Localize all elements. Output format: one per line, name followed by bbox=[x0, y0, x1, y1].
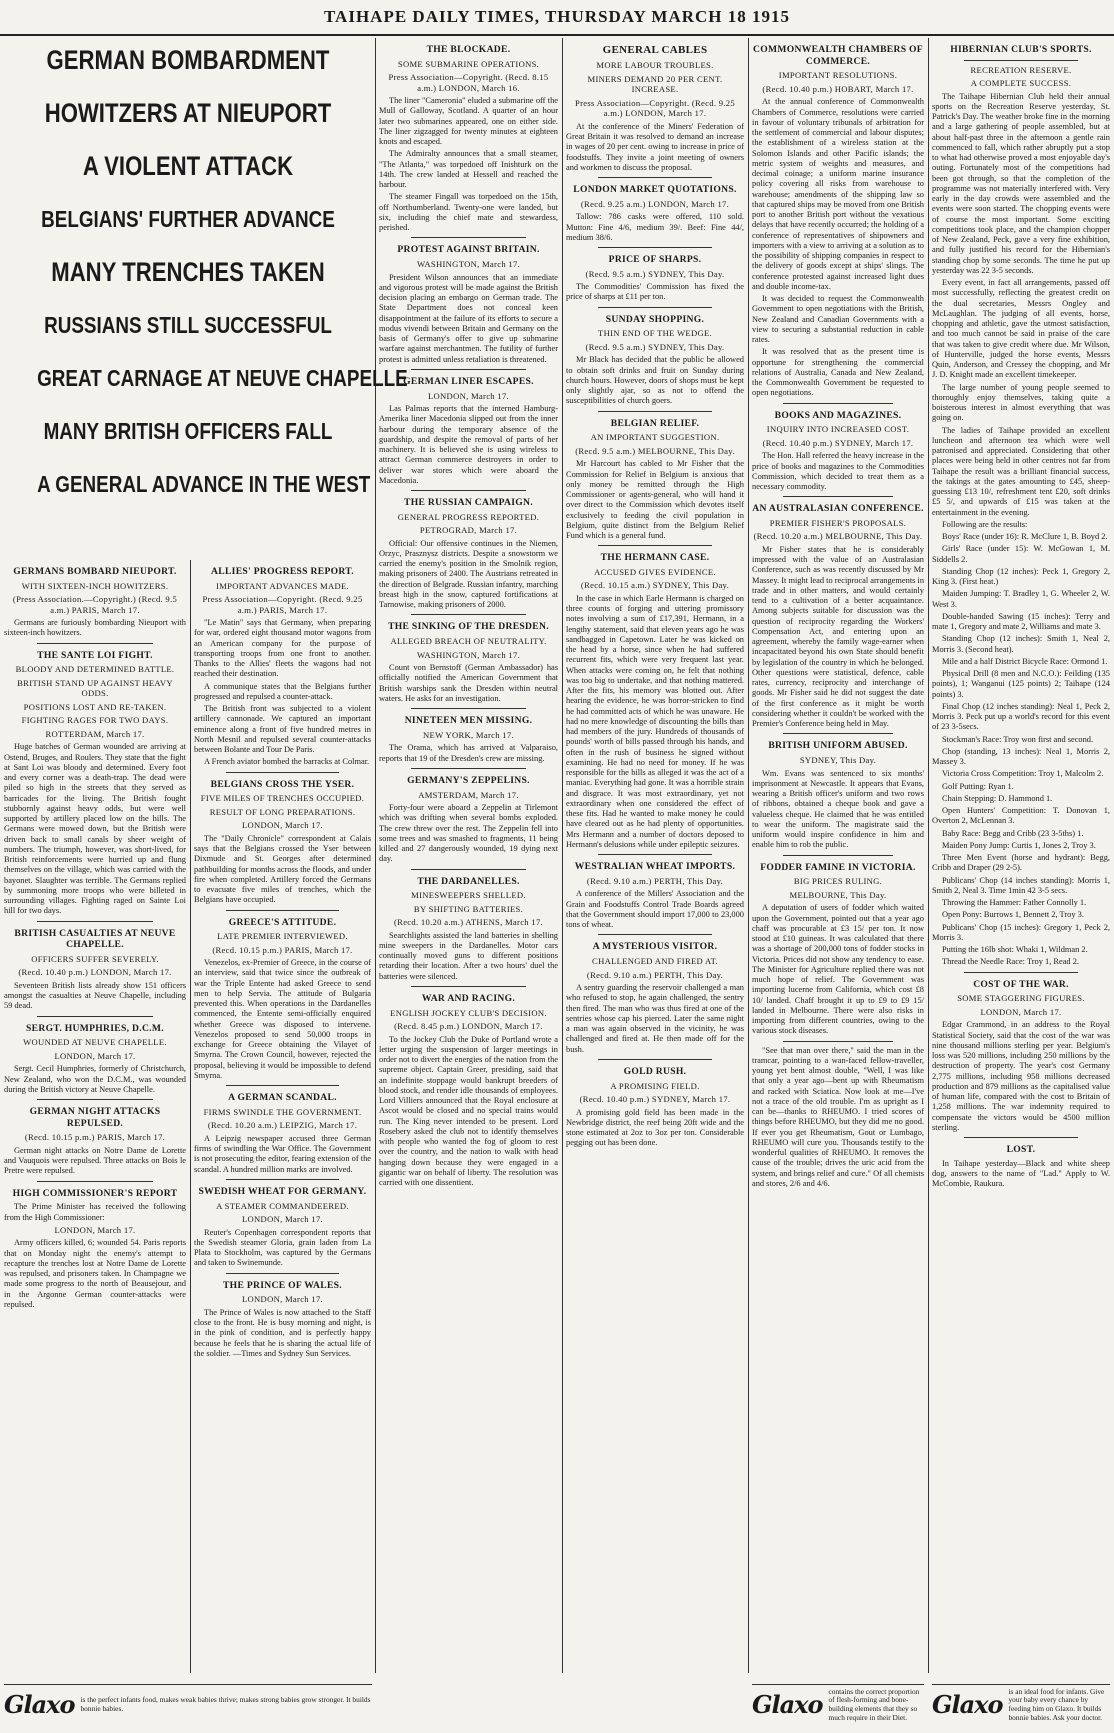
result-item: Baby Race: Begg and Cribb (23 3-5ths) 1. bbox=[942, 828, 1084, 838]
headline: MANY BRITISH OFFICERS FALL bbox=[43, 418, 333, 444]
article-meta: (Recd. 10.40 p.m.) SYDNEY, March 17. bbox=[579, 1094, 731, 1105]
result-item: Throwing the Hammer: Father Connolly 1. bbox=[942, 898, 1087, 908]
article-subtitle: A PROMISING FIELD. bbox=[610, 1080, 700, 1091]
article-title: HIGH COMMISSIONER'S REPORT bbox=[12, 1187, 178, 1199]
article-title: GERMAN LINER ESCAPES. bbox=[403, 375, 534, 387]
result-item: Mile and a half District Bicycle Race: Ormond 1. bbox=[942, 656, 1108, 666]
results-list bbox=[932, 532, 1110, 968]
article-meta: (Press Association.—Copyright.) (Recd. 9.5 a.m.) PARIS, March 17. bbox=[12, 594, 178, 615]
article-title: COMMONWEALTH CHAMBERS OF COMMERCE. bbox=[753, 44, 923, 67]
glaxo-logo: Glaxo bbox=[4, 1690, 75, 1720]
article-body: German night attacks on Notre Dame de Lorette and Vauquois were repulsed. Three attacks on Bois le Pretre were repulsed. bbox=[4, 1145, 186, 1176]
article-meta: (Recd. 9.25 a.m.) LONDON, March 17. bbox=[580, 198, 730, 209]
article-subtitle: BRITISH STAND UP AGAINST HEAVY ODDS. bbox=[17, 677, 173, 699]
article-subtitle: FIGHTING RAGES FOR TWO DAYS. bbox=[21, 715, 169, 726]
article-body: Army officers killed, 6; wounded 54. Paris reports that on Monday night the enemy's attempt to recapture the trenches lost at Notre Dame de Lorette was repulsed, and prisoners taken. In Champagne we made some progress to the north of Beausejour, and in the Argonne German counter-attacks were repulsed. bbox=[4, 1238, 186, 1309]
article-title: GERMANY'S ZEPPELINS. bbox=[407, 774, 530, 786]
article-meta: (Recd. 10.15 p.m.) PARIS, March 17. bbox=[212, 944, 353, 955]
article-body: The Prime Minister has received the following from the High Commissioner: bbox=[4, 1202, 186, 1222]
article-body: "Le Matin" says that Germany, when preparing for war, ordered eight thousand motor wagons from an American company for the purpose of transporting troops from one front to another. Thanks to the Allies' fleets the wagons had not reached their destination. bbox=[194, 618, 371, 679]
article-meta: LONDON, March 17. bbox=[242, 1214, 323, 1225]
article-subtitle: CHALLENGED AND FIRED AT. bbox=[592, 956, 718, 967]
article-meta: PETROGRAD, March 17. bbox=[419, 525, 518, 536]
article-meta: MELBOURNE, This Day. bbox=[789, 889, 887, 900]
headline: RUSSIANS STILL SUCCESSFUL bbox=[44, 312, 332, 338]
result-item: Three Men Event (horse and hydrant): Begg, Cribb and Draper (29 2-5). bbox=[932, 853, 1110, 873]
article-title: BELGIANS CROSS THE YSER. bbox=[210, 778, 355, 790]
article-subtitle: MINESWEEPERS SHELLED. bbox=[411, 890, 526, 901]
article-meta: (Recd. 10.15 a.m.) SYDNEY, This Day. bbox=[580, 580, 730, 591]
article-body: A French aviator bombed the barracks at Colmar. bbox=[204, 757, 370, 767]
article-subtitle: A COMPLETE SUCCESS. bbox=[970, 78, 1072, 89]
article-subtitle: GENERAL PROGRESS REPORTED. bbox=[397, 511, 540, 522]
headline-block bbox=[4, 44, 408, 521]
headline: GREAT CARNAGE AT NEUVE CHAPELLE bbox=[37, 365, 408, 391]
article-meta: Press Association—Copyright. (Recd. 9.25 a.m.) PARIS, March 17. bbox=[202, 594, 363, 615]
article-body: Every event, in fact all arrangements, passed off most successfully, reflecting the greatest credit on the dual secretaries, Messrs Ongley and McLaughlan. The judging of all events, horse, chopping and athletic, gave the utmost satisfaction, and too much cannot be said in praise of the care that was taken to give credit where due. Mr Wilson, of Hunterville, judged the horse events, Messrs Quin, Anderson, and Cressey the chopping, and Mr J. D. Knight made an excellent timekeeper. bbox=[932, 278, 1110, 380]
article-subtitle: A STEAMER COMMANDEERED. bbox=[216, 1200, 349, 1211]
article-subtitle: WOUNDED AT NEUVE CHAPELLE. bbox=[23, 1037, 167, 1048]
article-meta: (Recd. 10.15 p.m.) PARIS, March 17. bbox=[24, 1132, 166, 1143]
article-body: Wm. Evans was sentenced to six months' imprisonment at Newcastle. It appears that Evans, wearing a British officer's uniform and two rows of ribbons, obtained a cheque book and gave a valueless cheque. He claimed that he was entitled to wear the uniform. The magistrate said the uniform would inspire confidence in him and enable him to rob the public. bbox=[752, 768, 924, 850]
masthead: TAIHAPE DAILY TIMES, THURSDAY MARCH 18 1915 bbox=[0, 0, 1114, 36]
advertisement-text: contains the correct proportion of flesh-forming and bone-building elements that they so much require in their Diet. bbox=[828, 1686, 920, 1722]
article-subtitle: ENGLISH JOCKEY CLUB'S DECISION. bbox=[390, 1007, 547, 1018]
result-item: Stockman's Race: Troy won first and second. bbox=[942, 734, 1094, 744]
article-meta: LONDON, March 17. bbox=[242, 1294, 323, 1305]
article-body: A sentry guarding the reservoir challenged a man who refused to stop, he again challenged, the sentry then fired. The man who was thus fired at one of the sentries whose cap his pierced. Later the same night a man was again observed in the vicinity, he was challenged and fired at. He then made off for the bush. bbox=[566, 983, 744, 1054]
result-item: Open Pony: Burrows 1, Bennett 2, Troy 3. bbox=[942, 910, 1084, 920]
article-title: BRITISH UNIFORM ABUSED. bbox=[768, 740, 908, 752]
article-meta: AMSTERDAM, March 17. bbox=[418, 789, 519, 800]
article-body: To the Jockey Club the Duke of Portland wrote a letter urging the suspension of larger meetings in order not to divert the energies of the nation from the supreme object. Captain Greer, presiding, said that an indefinite stoppage would bankrupt breeders of blood stock, and render idle thousands of employees. Lord Villiers announced that the Royal enclosure at Ascot would be closed and no special trains would run. The King never intended to be present. Lord Rosebery asked the club not to identify themselves with people who wanted the fog of gloom to rest over the country, and the nation to walk with head hanging down because they were engaged in a gigantic war on behalf of liberty. The resolution was carried with one dissentient. bbox=[379, 1034, 558, 1188]
article-title: THE PRINCE OF WALES. bbox=[222, 1279, 343, 1291]
article-body: The Taihape Hibernian Club held their annual sports on the Recreation Reserve yesterday, St. Patrick's Day. The weather broke fine in the morning and a large gathering of people assembled, but at about half-past three in the afternoon a gentle rain commenced to fall, which rather abruptly put a stop to what had otherwise proved a most enjoyable day's outing. Fortunately most of the competitions had been got through, so that the completion of the programme was not materially interfered with. Very early in the day crowds were assembled and the events were soon started. The chopping events were of course the most important. Some exciting competitions took place, and the champion chopper of New Zealand, Peck, gave a very fine exhibition, and fully justified his record for the Hibernian's standing chop by some seconds. The time he put up yesterday was 22 3-5 seconds. bbox=[932, 91, 1110, 275]
article-meta: (Recd. 9.5 a.m.) MELBOURNE, This Day. bbox=[575, 445, 735, 456]
article-meta: SYDNEY, This Day. bbox=[799, 755, 877, 766]
article-body: The Hon. Hall referred the heavy increase in the price of books and magazines to the Commodities Commission, which decided to treat them as a necessary commodity. bbox=[752, 451, 924, 492]
article-meta: NEW YORK, March 17. bbox=[423, 729, 514, 740]
article-subtitle: PREMIER FISHER'S PROPOSALS. bbox=[769, 518, 907, 528]
article-meta: (Recd. 9.10 a.m.) PERTH, This Day. bbox=[586, 969, 724, 980]
article-body: The Commodities' Commission has fixed the price of sharps at £11 per ton. bbox=[566, 282, 744, 302]
glaxo-advertisement bbox=[4, 1684, 372, 1725]
advertisement-text: is the perfect infants food, makes weak babies thrive; makes strong babies grow stronger. It builds bonnie babies. bbox=[80, 1695, 371, 1713]
article-title: GREECE'S ATTITUDE. bbox=[228, 916, 337, 928]
headline: HOWITZERS AT NIEUPORT bbox=[44, 98, 332, 128]
result-item: Maiden Jumping: T. Bradley 1, G. Wheeler 2, W. West 3. bbox=[932, 589, 1110, 609]
article-subtitle: RESULT OF LONG PREPARATIONS. bbox=[209, 806, 356, 817]
column-3 bbox=[375, 38, 562, 1673]
article-body: Seventeen British lists already show 151 officers amongst the casualties at Neuve Chapelle, including 59 dead. bbox=[4, 980, 186, 1011]
article-body: At the conference of the Miners' Federation of Great Britain it was resolved to demand an increase in wages of 20 per cent. owing to increase in price of foodstuffs. They invite a joint meeting of owners and workmen to discuss the proposal. bbox=[566, 121, 744, 172]
article-title: A MYSTERIOUS VISITOR. bbox=[592, 941, 718, 953]
article-title: GOLD RUSH. bbox=[623, 1065, 687, 1077]
article-subtitle: SOME STAGGERING FIGURES. bbox=[957, 993, 1085, 1004]
article-meta: (Recd. 10.20 a.m.) MELBOURNE, This Day. bbox=[753, 531, 923, 542]
article-subtitle: IMPORTANT RESOLUTIONS. bbox=[778, 70, 898, 81]
article-meta: Press Association—Copyright. (Recd. 8.15 a.m.) LONDON, March 16. bbox=[388, 72, 549, 93]
article-subtitle: IMPORTANT ADVANCES MADE. bbox=[216, 580, 349, 591]
glaxo-logo: Glaxo bbox=[752, 1690, 823, 1720]
article-subtitle: THIN END OF THE WEDGE. bbox=[598, 328, 712, 339]
article-body: Official: Our offensive continues in the Niemen, Orzyc, Prasznysz districts. Despite a snowstorm we carried the enemy's position in the Smolnik region, making prisoners of 2400. The Austrians retreated in the direction of Belgrade. Russian infantry, marching breast high in the snow, captured fortifications at Tarnowise, making prisoners of 2000. bbox=[379, 538, 558, 610]
article-body: Count von Bernstoff (German Ambassador) has officially notified the American Government that British warships sank the Dresden within neutral waters. He asks for an investigation. bbox=[379, 663, 558, 703]
article-body: Mr Harcourt has cabled to Mr Fisher that the Commission for Relief in Belgium is anxious that only money be remitted through the High Commissioner or agents-general, who will hand it over direct to the Commission which devotes itself exclusively to feeding the civil population in Belgium, quite distinct from the Belgium Relief Fund which is a general fund. bbox=[566, 459, 744, 541]
column-1 bbox=[0, 560, 190, 1673]
article-subtitle: RECREATION RESERVE. bbox=[970, 64, 1072, 75]
article-meta: LONDON, March 17. bbox=[980, 1006, 1062, 1017]
article-body: Mr Black has decided that the public be allowed to obtain soft drinks and fruit on Sunday during church hours. However, doors of shops must be kept only slightly ajar, so as not to offend the susceptibilities of church goers. bbox=[566, 355, 744, 406]
article-meta: LONDON, March 17. bbox=[428, 390, 509, 401]
glaxo-advertisement bbox=[752, 1684, 924, 1725]
article-title: FODDER FAMINE IN VICTORIA. bbox=[760, 861, 916, 873]
column-2 bbox=[190, 560, 375, 1673]
result-item: Physical Drill (8 men and N.C.O.): Feilding (135 points), 1; Wanganui (125 points) 2; Taihape (124 points) 3. bbox=[932, 669, 1110, 699]
headline: BELGIANS' FURTHER ADVANCE bbox=[41, 206, 335, 232]
article-title: THE SANTE LOI FIGHT. bbox=[37, 649, 153, 661]
article-body: The ladies of Taihape provided an excellent luncheon and afternoon tea which were well patronised and appreciated. Considering that other places were being held in other centres not far from Taihape the result was a brilliant financial success, the takings at the gates amounting to £45, sheep-guessing £13 10/, refreshment tent £20, soft drinks £5 5/, and upwards of £15 was taken at the entertainment in the evening. bbox=[932, 425, 1110, 517]
article-body: A deputation of users of fodder which waited upon the Government, pointed out that a year ago chaff was procurable at £3 15/ per ton. It now stood at £10 guineas. It was calculated that there was a shortage of 200,000 tons of fodder stocks in Victoria. Prices did not show any tendency to ease. The Minister for Agriculture replied there was not much hope of relief. The Government was importing lucerne from California, which cost £8 10/ landed. Chaff brought it up to £9 to £9 15/ landed in Melbourne. There were also risks in importing from different countries, owing to the various stock diseases. bbox=[752, 903, 924, 1036]
article-body: Huge batches of German wounded are arriving at Ostend, Bruges, and Roulers. They state that the fight at Sant Loi was bloody and determined. Every foot and every corner was a death-trap. The dead were piled so high in the streets that they served as barricades for the living. The British fought stubbornly against heavy odds, but were well supported by artillery placed low on the hills. The Germans were mowed down, but the British were driven back to small canals by sheer weight of numbers. The triumph, however, was short-lived, for British reinforcements were hurried up and flung themselves on the village, which was carried with the bayonet. Slaughter was terrible. The Germans replied by summoning more troops who were billeted in surrounding villages. Fighting raged on Sainte Loi hill for two days. bbox=[4, 742, 186, 916]
article-body: A communique states that the Belgians further progressed and repulsed a counter-attack. bbox=[194, 681, 371, 701]
article-subtitle: BIG PRICES RULING. bbox=[793, 876, 883, 887]
article-body: It was decided to request the Commonwealth Government to open negotiations with the British, New Zealand and Canadian Governments with a view to securing a substantial reduction in cable rates. bbox=[752, 294, 924, 345]
result-item: Standing Chop (12 inches): Smith 1, Neal 2, Morris 3. (Second heat). bbox=[932, 634, 1110, 654]
result-item: Publicans' Chop (14 inches standing): Morris 1, Smith 2, Neal 3. Time 1min 42 3-5 secs. bbox=[932, 875, 1110, 895]
glaxo-logo: Glaxo bbox=[932, 1690, 1003, 1720]
article-subtitle: OFFICERS SUFFER SEVERELY. bbox=[31, 953, 159, 964]
article-body: It was resolved that as the present time is opportune for strengthening the commercial relations of Australia, Canada and New Zealand, the Commonwealth Government be requested to open negotiations. bbox=[752, 347, 924, 398]
article-title: THE HERMANN CASE. bbox=[600, 552, 710, 564]
article-meta: WASHINGTON, March 17. bbox=[416, 649, 521, 660]
article-body: President Wilson announces that an immediate and vigorous protest will be made against the British decision placing an embargo on German trade. The State Department does not conceal keen disappointment at the failure of its efforts to secure a modus vivendi between Britain and Germany on the basis of Germany's offer to give up submarine warfare against merchantmen. The futility of further protest is admitted unless retaliation is threatened. bbox=[379, 272, 558, 364]
result-item: Final Chop (12 inches standing): Neal 1, Peck 2, Morris 3. Peck put up a world's record for this event of 23 3-5secs. bbox=[932, 701, 1110, 732]
article-title: WAR AND RACING. bbox=[421, 992, 516, 1004]
article-body: Tallow: 786 casks were offered, 110 sold. Mutton: Fine 4/6, medium 39/. Beef: Fine 44/, medium 38/6. bbox=[566, 212, 744, 242]
result-item: Boys' Race (under 16): R. McClure 1, B. Boyd 2. bbox=[942, 532, 1108, 542]
article-body: Edgar Crammond, in an address to the Royal Statistical Society, said that the cost of the war was nine thousand millions sterling per year. Belgium's loss was 520 millions, including 250 millions by the destruction of property. The year's cost Germany 2,775 millions, including 958 millions decreased production and 879 millions as the capitalised value of human life, compared with the cost to Britain of 1,258 millions. The war indemnity required to compensate the victors would be 4500 million sterling. bbox=[932, 1020, 1110, 1132]
article-subtitle: FIVE MILES OF TRENCHES OCCUPIED. bbox=[200, 793, 365, 804]
article-body: Following are the results: bbox=[942, 519, 1028, 529]
article-meta: (Recd. 8.45 p.m.) LONDON, March 17. bbox=[394, 1021, 543, 1032]
article-meta: LONDON, March 17. bbox=[54, 1224, 136, 1235]
article-title: SWEDISH WHEAT FOR GERMANY. bbox=[198, 1185, 367, 1197]
article-subtitle: MORE LABOUR TROUBLES. bbox=[596, 60, 714, 71]
advertisement-text: is an ideal food for infants. Give your baby every chance by feeding him on Glaxo. It builds bonnie babies. Ask your doctor. bbox=[1008, 1686, 1105, 1722]
article-title: THE RUSSIAN CAMPAIGN. bbox=[404, 497, 533, 509]
article-subtitle: INQUIRY INTO INCREASED COST. bbox=[766, 424, 910, 435]
article-body: The Prince of Wales is now attached to the Staff close to the front. He is busy morning and night, is in the pink of condition, and is perfectly happy because he feels that he is sharing the actual life of the soldier. —Times and Sydney Sun Services. bbox=[194, 1307, 371, 1358]
article-meta: (Recd. 10.40 p.m.) LONDON, March 17. bbox=[18, 967, 172, 978]
column-5 bbox=[748, 38, 928, 1673]
article-body: Reuter's Copenhagen correspondent reports that the Swedish steamer Gloria, grain laden from La Plata to Stockholm, was captured by the Germans and taken to Swinemunde. bbox=[194, 1227, 371, 1268]
article-subtitle: WITH SIXTEEN-INCH HOWITZERS. bbox=[21, 580, 169, 591]
article-body: The Orama, which has arrived at Valparaiso, reports that 19 of the Dresden's crew are missing. bbox=[379, 743, 558, 763]
article-title: HIBERNIAN CLUB'S SPORTS. bbox=[950, 44, 1092, 55]
article-title: LOST. bbox=[1006, 1144, 1036, 1156]
article-body: Forty-four were aboard a Zeppelin at Tirlemont which was drifting when several bombs exploded. The crew threw over the rest. The Zeppelin fell into some trees and was smashed to fragments, 11 being killed and 27 dangerously wounded, 19 dying next day. bbox=[379, 803, 558, 864]
article-subtitle: SOME SUBMARINE OPERATIONS. bbox=[397, 58, 540, 69]
headline: MANY TRENCHES TAKEN bbox=[51, 257, 325, 287]
article-subtitle: BLOODY AND DETERMINED BATTLE. bbox=[15, 664, 175, 675]
result-item: Standing Chop (12 inches): Peck 1, Gregory 2, King 3. (First heat.) bbox=[932, 566, 1110, 587]
result-item: Double-handed Sawing (15 inches): Terry and mate 1, Gregory and mate 2, Williams and mate 3. bbox=[932, 611, 1110, 632]
article-title: SUNDAY SHOPPING. bbox=[605, 313, 705, 325]
article-body: A conference of the Millers' Association and the Grain and Foodstuffs Control Trade Boards agreed that the Government should import 17,000 to 23,000 tons of wheat. bbox=[566, 889, 744, 930]
article-title: AN AUSTRALASIAN CONFERENCE. bbox=[752, 503, 924, 515]
article-body: A promising gold field has been made in the Newbridge district, the reef being 20ft wide and the stone estimated at 2oz to 3oz per ton. Considerable pegging out has been done. bbox=[566, 1107, 744, 1148]
article-title: GERMAN NIGHT ATTACKS REPULSED. bbox=[29, 1106, 161, 1129]
article-body: Germans are furiously bombarding Nieuport with sixteen-inch howitzers. bbox=[4, 618, 186, 638]
result-item: Open Hunters' Competition: T. Donovan 1, Overton 2, McLennan 3. bbox=[932, 806, 1110, 826]
article-title: LONDON MARKET QUOTATIONS. bbox=[573, 184, 737, 196]
article-body: At the annual conference of Commonwealth Chambers of Commerce, resolutions were carried in favour of voluntary tribunals of arbitration for the settlement of commercial and labour disputes; the establishment of a wireless station at the Solomon Islands and other Pacific islands; the metric system of weights and measures, and decimal coinage; a uniform marine insurance policy covering all risks from warehouse to warehouse; amendments of the shipping law so that captured ships may be moved from one British port to another British port without the vexatious delays that have recently occurred; the holding of a conference of representatives of shipowners and importers with a view to arriving at a solution as to the possibility of shipping companies in respect to the delivery of goods except at ships' slings. The conference protested against increased light dues and double income-tax. bbox=[752, 97, 924, 291]
article-body: The British front was subjected to a violent artillery cannonade. We captured an important eminence along a front of five hundred metres in North Mesnil and repulsed several counter-attacks between Bolante and Tour De Paris. bbox=[194, 704, 371, 755]
article-title: NINETEEN MEN MISSING. bbox=[404, 715, 533, 727]
article-meta: (Recd. 10.20 a.m.) LEIPZIG, March 17. bbox=[207, 1120, 358, 1131]
article-title: A GERMAN SCANDAL. bbox=[228, 1092, 337, 1104]
result-item: Chop (standing, 13 inches): Neal 1, Morris 2, Massey 3. bbox=[932, 746, 1110, 767]
article-title: THE BLOCKADE. bbox=[426, 44, 511, 55]
article-meta: (Recd. 10.20 a.m.) ATHENS, March 17. bbox=[394, 917, 543, 928]
article-meta: (Recd. 9.5 a.m.) SYDNEY, This Day. bbox=[585, 341, 725, 352]
advertisement-text: "See that man over there," said the man in the tramcar, pointing to a wan-faced fellow-traveller, young yet bent almost double, "Well, I was like that only a year ago—bent up with Rheumatism and racked with Sciatica. Now look at me—I've not a trace of the old trouble. I'm as upright as I can be—thanks to RHEUMO. I tried scores of things before RHEUMO, but they did me no good. If ever you get Rheumatism, Gout or Lumbago, RHEUMO will cure you. Thousands testify to the wonderful qualities of RHEUMO. It removes the cause of the trouble; drives the uric acid from the system, and brings relief and cure." Of all chemists and stores, 2/6 and 4/6. bbox=[752, 1045, 924, 1188]
article-body: Mr Fisher states that he is considerably impressed with the value of an Australasian Conference, such as was recently discussed by Mr Massey. It might lead to reciprocal arrangements in trade and in other matters, and would certainly tend to a cultivation of a better acquaintance. Among subjects suitable for discussion was the question of reciprocity regarding the Workers' Compensation Act, and entering upon an agreement, whereby the family wage-earner when incapacitated beyond his own State should benefit by legislation of the country in which he belonged. Other questions were statistical, defence, cable rates, currency, reciprocity and interchange of goods. Mr Fisher said he did not suggest the date of the first conference as it might be worth considering whether it couldn't be worked with the Premier's Conference being held in May. bbox=[752, 544, 925, 729]
result-item: Chain Stepping: D. Hammond 1. bbox=[942, 793, 1053, 803]
article-meta: LONDON, March 17. bbox=[242, 820, 323, 831]
article-meta: LONDON, March 17. bbox=[54, 1050, 136, 1061]
article-title: GENERAL CABLES bbox=[602, 44, 708, 56]
article-body: The "Daily Chronicle" correspondent at Calais says that the Belgians crossed the Yser between Dixmude and St. Georges after determined pathbuilding for months across the floods, and under fire when completed. Artillery forced the Germans to evacuate five miles of trenches, which the Belgians have occupied. bbox=[194, 833, 371, 905]
article-subtitle: AN IMPORTANT SUGGESTION. bbox=[590, 432, 720, 443]
result-item: Putting the 16lb shot: Whaki 1, Wildman 2. bbox=[942, 945, 1088, 955]
article-subtitle: FIRMS SWINDLE THE GOVERNMENT. bbox=[203, 1106, 362, 1117]
result-item: Golf Putting: Ryan 1. bbox=[942, 781, 1014, 791]
article-body: Sergt. Cecil Humphries, formerly of Christchurch, New Zealand, who won the D.C.M., was wounded during the British victory at Neuve Chapelle. bbox=[4, 1064, 186, 1094]
article-body: A Leipzig newspaper accused three German firms of swindling the War Office. The Government is not prosecuting the editor, fearing extension of the scandal. A hundred million marks are involved. bbox=[194, 1133, 371, 1174]
article-title: WESTRALIAN WHEAT IMPORTS. bbox=[574, 861, 736, 873]
article-title: BRITISH CASUALTIES AT NEUVE CHAPELLE. bbox=[14, 927, 176, 951]
article-body: Venezelos, ex-Premier of Greece, in the course of an interview, said that twice since the outbreak of war the Triple Entente had asked Greece to send men to help Servia. The attitude of Bulgaria prevented this. When operations in the Dardanelles commenced, the Entente semi-officially enquired whether Greece was disposed to intervene. Venezelos proposed to send 50,000 troops in exchange for Greece obtaining the Vilayet of Smyrna. The Crown Council, however, rejected the proposal, believing it would be impossible to defend Smyrna. bbox=[194, 958, 371, 1080]
glaxo-advertisement bbox=[932, 1684, 1110, 1725]
article-subtitle: ALLEGED BREACH OF NEUTRALITY. bbox=[390, 636, 547, 647]
article-body: The liner "Cameronia" eluded a submarine off the Mull of Galloway, Scotland. A quarter of an hour later two submarines appeared, one on either side. The liner zigzagged for twenty minutes at eighteen knots and escaped. bbox=[379, 96, 558, 147]
article-body: In the case in which Earle Hermann is charged on three counts of forging and uttering promissory notes involving a sum of £17,391, Hermann, in a lengthy statement, said that eleven years ago he was sandbagged in Capetown. Later he was kicked on the head by a horse, since when he had suffered recurrent fits, which were very frequent last year. When attacks were coming on, he felt that nothing was too big to undertake, and that nothing mattered. After the fits, his memory was blotted out. After hearing the evidence, he was horror-stricken to find he had committed acts of which he was unaware. He had no mere knowledge of discounting the bills than had members of the jury. Hundreds of thousands of pounds' worth of bills passed through his hands, and often in the rush of business he signed without examining. He had no need for money. If he was responsible for the bills as alleged it was the act of a maniac. Everything had gone. It was a horrible strain and disgrace. It was most extraordinary, yet not extraordinary when one considered the effect of these fits. Had he wanted to make money he could have cleared out as he had plenty of opportunities. Mrs Hermann and a number of doctors deposed to Hermann's delusions while under epileptic seizures. bbox=[566, 593, 744, 849]
article-body: In Taihape yesterday—Black and white sheep dog, answers to the name of "Lad." Apply to W. McCombie, Raukura. bbox=[932, 1158, 1110, 1189]
article-meta: Press Association—Copyright. (Recd. 9.25 a.m.) LONDON, March 17. bbox=[575, 97, 735, 119]
result-item: Publicans' Chop (15 inches): Gregory 1, Peck 2, Morris 3. bbox=[932, 922, 1110, 942]
article-title: COST OF THE WAR. bbox=[973, 978, 1069, 990]
article-title: PRICE OF SHARPS. bbox=[608, 254, 702, 266]
article-meta: (Recd. 9.5 a.m.) SYDNEY, This Day. bbox=[585, 268, 725, 279]
article-body: The large number of young people seemed to thoroughly enjoy themselves, taking quite a boisterous interest in almost everything that was going on. bbox=[932, 382, 1110, 423]
result-item: Thread the Needle Race: Troy 1, Read 2. bbox=[942, 957, 1079, 967]
article-title: BELGIAN RELIEF. bbox=[610, 417, 700, 429]
headline: GERMAN BOMBARDMENT bbox=[46, 45, 330, 75]
article-subtitle: ACCUSED GIVES EVIDENCE. bbox=[594, 567, 716, 577]
article-title: GERMANS BOMBARD NIEUPORT. bbox=[13, 566, 177, 577]
column-4 bbox=[562, 38, 748, 1673]
headline: A VIOLENT ATTACK bbox=[82, 151, 294, 181]
article-meta: (Recd. 9.10 a.m.) PERTH, This Day. bbox=[586, 875, 724, 886]
headline: A GENERAL ADVANCE IN THE WEST bbox=[37, 471, 371, 497]
article-body: Las Palmas reports that the interned Hamburg-Amerika liner Macedonia slipped out from the inner harbour during the temporary absence of the guardship, and despite the removal of parts of her machinery. It is believed she is using wireless to attract German commerce destroyers in order to deliver war stores which were aboard the Macedonia. bbox=[379, 404, 558, 485]
article-title: THE SINKING OF THE DRESDEN. bbox=[388, 621, 549, 633]
article-meta: (Recd. 10.40 p.m.) HOBART, March 17. bbox=[762, 83, 914, 94]
article-body: The Admiralty announces that a small steamer, "The Atlanta," was torpedoed off Inishturk on the 14th. The crew landed at Hessell and reached the harbour. bbox=[379, 149, 558, 190]
article-title: PROTEST AGAINST BRITAIN. bbox=[397, 244, 540, 256]
article-subtitle: MINERS DEMAND 20 PER CENT. INCREASE. bbox=[587, 73, 723, 95]
article-meta: (Recd. 10.40 p.m.) SYDNEY, March 17. bbox=[762, 437, 914, 448]
article-meta: WASHINGTON, March 17. bbox=[416, 259, 521, 270]
result-item: Girls' Race (under 15): W. McGowan 1, M. Siddells 2. bbox=[932, 544, 1110, 564]
article-meta: ROTTERDAM, March 17. bbox=[45, 728, 145, 739]
article-subtitle: BY SHIFTING BATTERIES. bbox=[413, 903, 524, 914]
result-item: Victoria Cross Competition: Troy 1, Malcolm 2. bbox=[942, 769, 1104, 779]
article-title: ALLIES' PROGRESS REPORT. bbox=[211, 566, 354, 577]
article-title: BOOKS AND MAGAZINES. bbox=[774, 409, 902, 421]
article-title: THE DARDANELLES. bbox=[417, 875, 520, 887]
column-6 bbox=[928, 38, 1114, 1673]
article-body: The steamer Fingall was torpedoed on the 15th, off Northumberland. Twenty-one were landed, but six, including the chief mate and stewardess, perished. bbox=[379, 192, 558, 233]
article-subtitle: LATE PREMIER INTERVIEWED. bbox=[217, 931, 348, 942]
article-title: SERGT. HUMPHRIES, D.C.M. bbox=[26, 1022, 164, 1034]
article-subtitle: POSITIONS LOST AND RE-TAKEN. bbox=[23, 701, 167, 712]
result-item: Maiden Pony Jump: Curtis 1, Jones 2, Troy 3. bbox=[942, 840, 1096, 850]
article-body: Searchlights assisted the land batteries in shelling mine sweepers in the Dardanelles. Motor cars continually moved guns to different positions retarding their location. After a two hours' duel the batteries were silenced. bbox=[379, 930, 558, 981]
